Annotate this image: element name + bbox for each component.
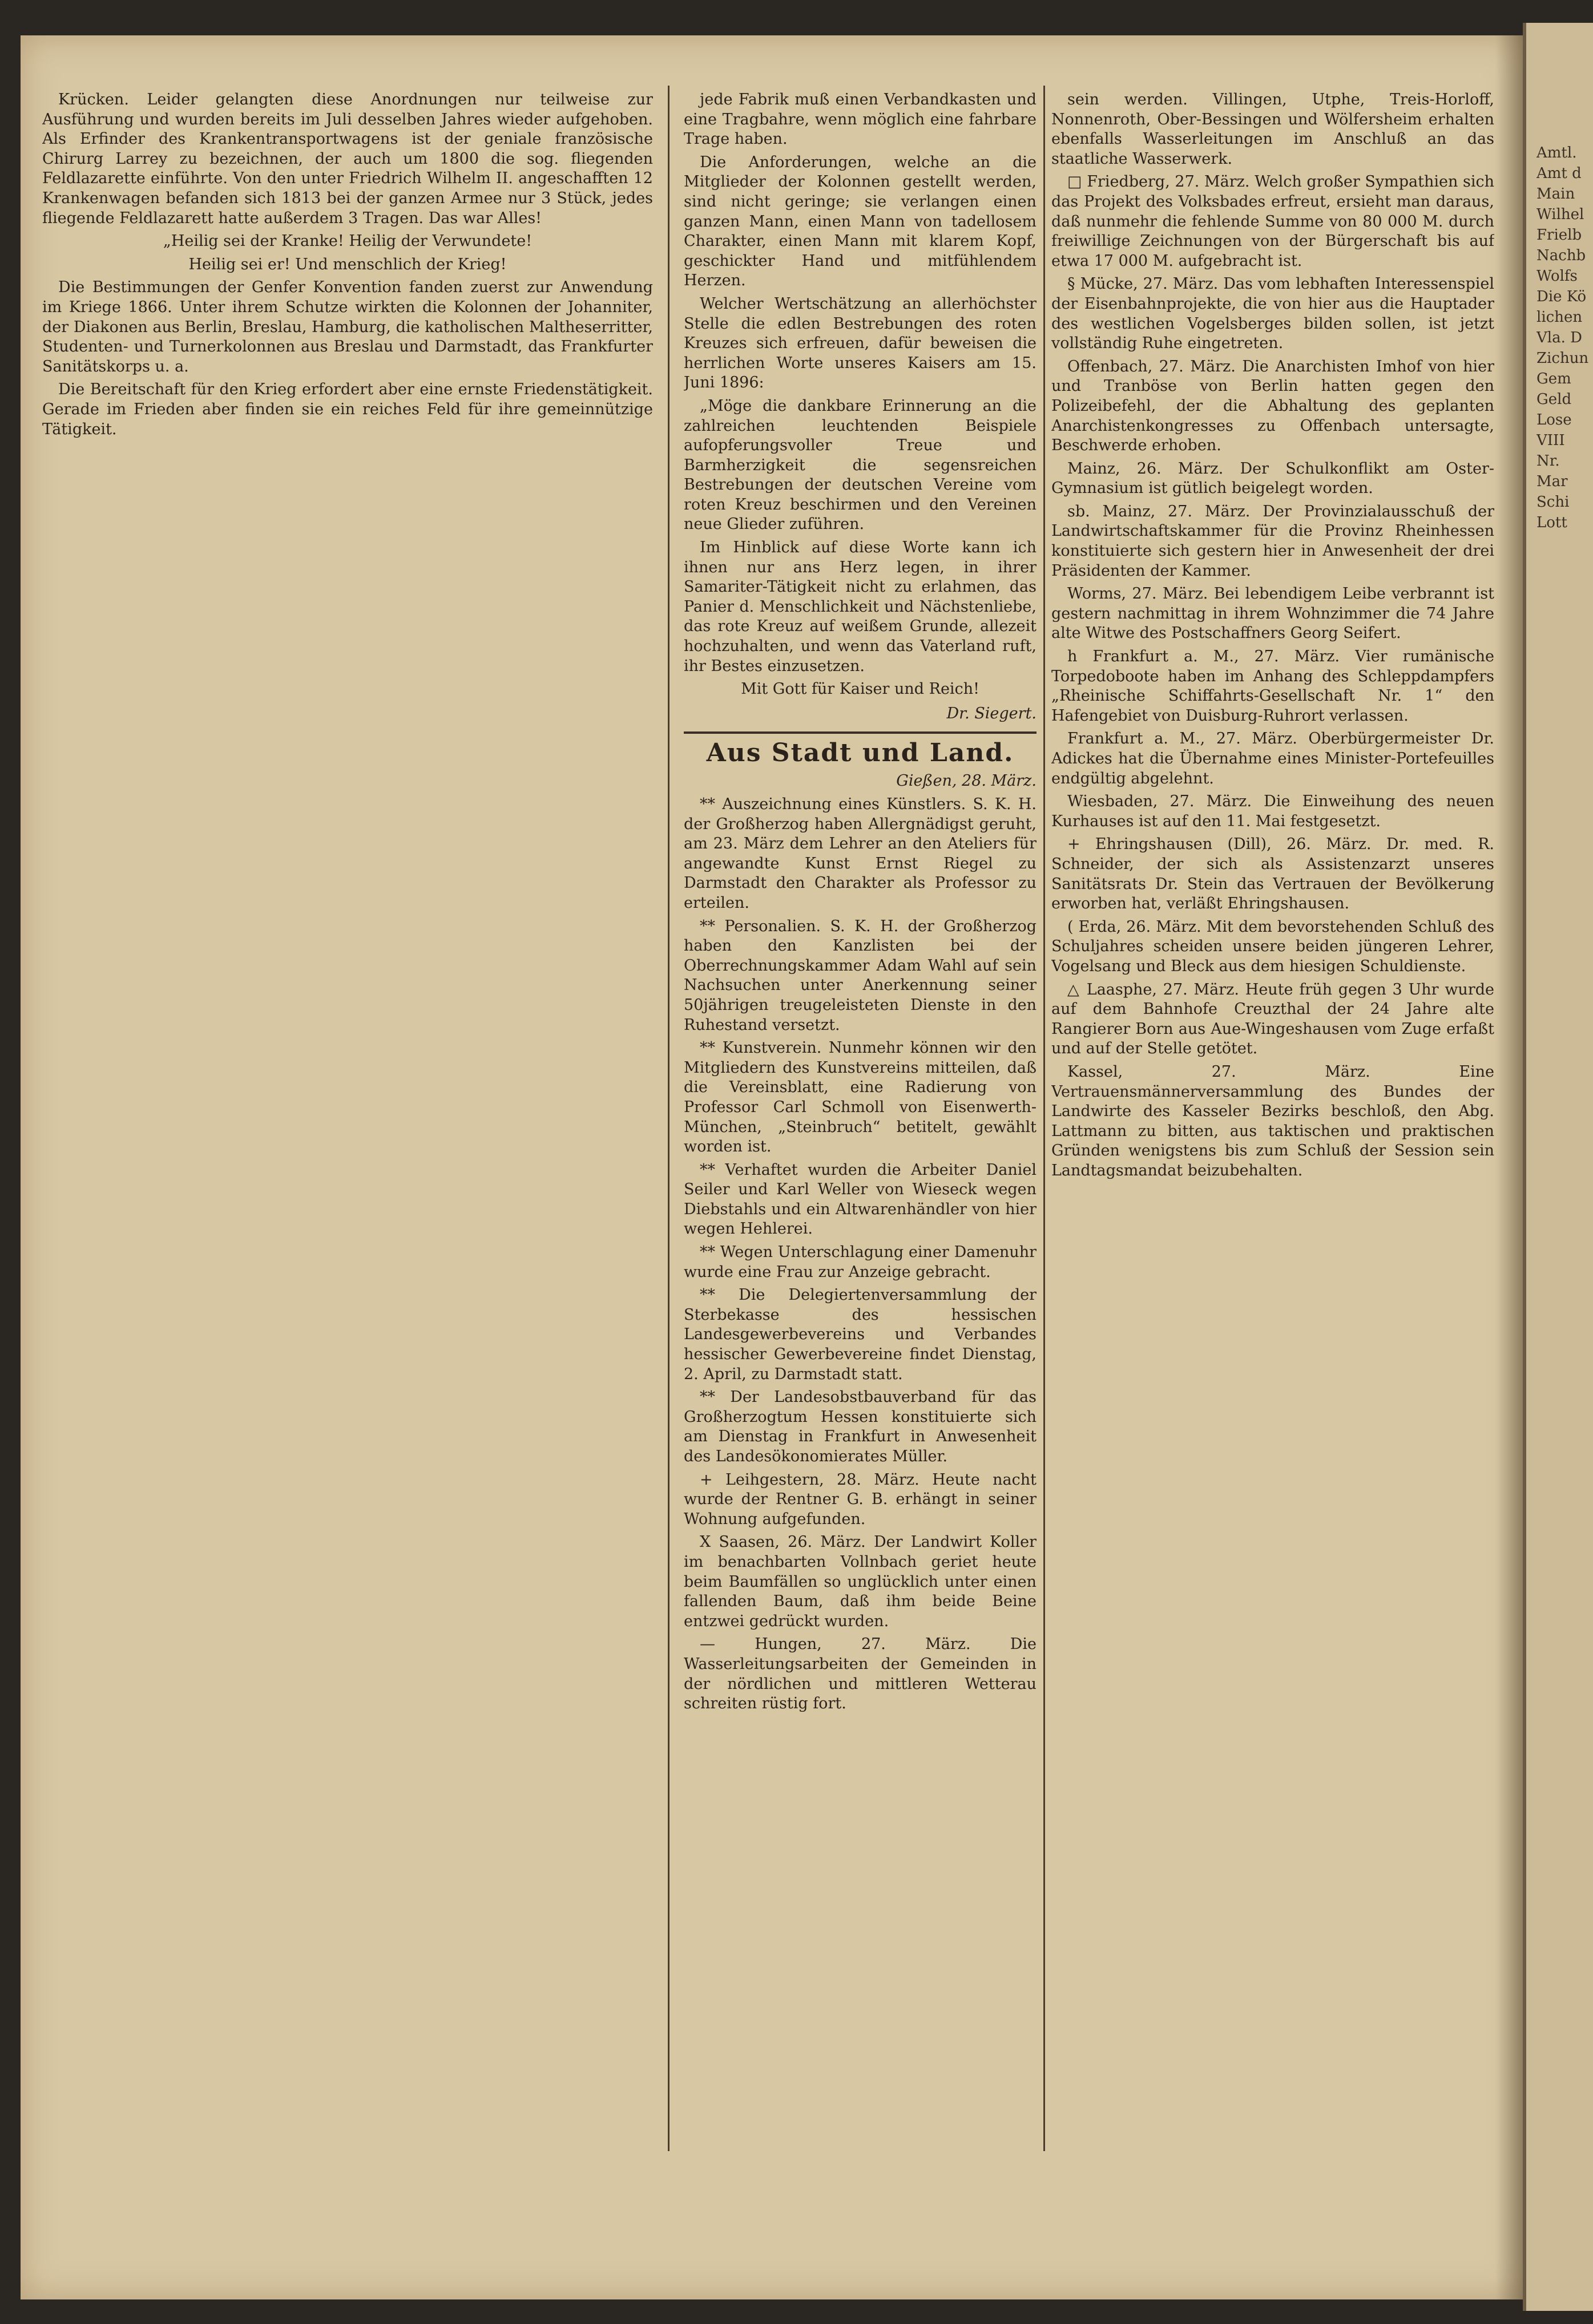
- news-item: ** Auszeichnung eines Künstlers. S. K. H. der Großherzog haben Allergnädigst geruht, am 23. März dem Lehrer an den Ateliers für angewandte Kunst Ernst Riegel zu Darmstadt den Charakter als Professor zu erteilen.: [684, 795, 1037, 912]
- news-item: + Ehringshausen (Dill), 26. März. Dr. med. R. Schneider, der sich als Assistenzarzt unseres Sanitätsrats Dr. Stein das Vertrauen der Bevölkerung erworben hat, verläßt Ehringshausen.: [1051, 835, 1494, 913]
- regional-news-list: [1051, 90, 1494, 1181]
- edge-text-line: Lose: [1536, 411, 1572, 429]
- adjacent-page-edge: [1523, 23, 1593, 2311]
- edge-text-line: Zichun: [1536, 350, 1589, 367]
- edge-text-line: Lott: [1536, 514, 1567, 531]
- edge-text-line: Main: [1536, 185, 1575, 203]
- edge-text-line: lichen: [1536, 309, 1583, 326]
- page-fold-shadow: [1495, 35, 1523, 2299]
- edge-text-line: Wolfs: [1536, 268, 1578, 285]
- news-item: Frankfurt a. M., 27. März. Oberbürgermeister Dr. Adickes hat die Übernahme eines Minister-Portefeuilles endgültig abgelehnt.: [1051, 730, 1494, 787]
- news-item: ( Erda, 26. März. Mit dem bevorstehenden Schluß des Schuljahres scheiden unsere beiden jüngeren Lehrer, Vogelsang und Bleck aus dem hiesigen Schuldienste.: [1051, 918, 1494, 975]
- section-title: Aus Stadt und Land.: [706, 738, 1014, 768]
- news-item: Wiesbaden, 27. März. Die Einweihung des neuen Kurhauses ist auf den 11. Mai festgesetzt.: [1051, 793, 1494, 830]
- news-item: ** Die Delegiertenversammlung der Sterbekasse des hessischen Landesgewerbevereins und Verbandes hessischer Gewerbevereine findet Dienstag, 2. April, zu Darmstadt statt.: [684, 1286, 1037, 1383]
- edge-text-line: Gem: [1536, 370, 1571, 387]
- news-item: X Saasen, 26. März. Der Landwirt Koller im benachbarten Vollnbach geriet heute beim Baumfällen so unglücklich unter einen fallenden Baum, daß ihm beide Beine entzwei gedrückt wurden.: [684, 1533, 1037, 1630]
- column-rule-2: [1043, 86, 1045, 2151]
- news-item: sein werden. Villingen, Utphe, Treis-Horloff, Nonnenroth, Ober-Bessingen und Wölfersheim erhalten ebenfalls Wasserleitungen im Anschluß an das staatliche Wasserwerk.: [1051, 91, 1494, 168]
- article-paragraph: Welcher Wertschätzung an allerhöchster Stelle die edlen Bestrebungen des roten Kreuzes sich erfreuen, dafür beweisen die herrlichen Worte unseres Kaisers am 15. Juni 1896:: [684, 294, 1037, 392]
- news-item: ** Verhaftet wurden die Arbeiter Daniel Seiler und Karl Weller von Wieseck wegen Diebstahls und ein Altwarenhändler von hier wegen Hehlerei.: [684, 1161, 1037, 1238]
- news-item: h Frankfurt a. M., 27. März. Vier rumänische Torpedoboote haben im Anhang des Schleppdampfers „Rheinische Schiffahrts-Gesellschaft Nr. 1“ den Hafengebiet von Duisburg-Ruhrort verlassen.: [1051, 648, 1494, 725]
- news-item: ** Wegen Unterschlagung einer Damenuhr wurde eine Frau zur Anzeige gebracht.: [684, 1243, 1037, 1281]
- article-paragraph: Die Bestimmungen der Genfer Konvention fanden zuerst zur Anwendung im Kriege 1866. Unter ihrem Schutze wirkten die Kolonnen der Johanniter, der Diakonen aus Berlin, Breslau, Hamburg, die katholischen Maltheserritter, Studenten- und Turnerkolonnen aus Breslau und Darmstadt, das Frankfurter Sanitätskorps u. a.: [42, 278, 653, 375]
- news-list: [684, 795, 1037, 1714]
- article-paragraph: Im Hinblick auf diese Worte kann ich ihnen nur ans Herz legen, in ihrer Samariter-Tätigkeit nicht zu erlahmen, das Panier d. Menschlichkeit und Nächstenliebe, das rote Kreuz auf weißem Grunde, allezeit hochzuhalten, und wenn das Vaterland ruft, ihr Bestes einzusetzen.: [684, 539, 1037, 675]
- closing-line: Mit Gott für Kaiser und Reich!: [741, 680, 979, 698]
- news-item: △ Laasphe, 27. März. Heute früh gegen 3 Uhr wurde auf dem Bahnhofe Creuzthal der 24 Jahre alte Rangierer Born aus Aue-Wingeshausen vom Zuge erfaßt und auf der Stelle getötet.: [1051, 980, 1494, 1058]
- news-item: + Leihgestern, 28. März. Heute nacht wurde der Rentner G. B. erhängt in seiner Wohnung aufgefunden.: [684, 1470, 1037, 1528]
- news-item: Kassel, 27. März. Eine Vertrauensmännerversammlung des Bundes der Landwirte des Kasseler Bezirks beschloß, den Abg. Lattmann zu bitten, aus taktischen und praktischen Gründen wenigstens bis zum Schluß der Session sein Landtagsmandat beizubehalten.: [1051, 1062, 1494, 1179]
- edge-text-line: Geld: [1536, 391, 1572, 408]
- article-paragraph: Die Anforderungen, welche an die Mitglieder der Kolonnen gestellt werden, sind nicht geringe; sie verlangen einen ganzen Mann, einen Mann von tadellosem Charakter, einen Mann mit klarem Kopf, geschickter Hand und mitfühlendem Herzen.: [684, 153, 1037, 290]
- column-rule-1: [668, 86, 670, 2151]
- edge-text-line: Nr.: [1536, 452, 1560, 470]
- news-item: § Mücke, 27. März. Das vom lebhaften Interessenspiel der Eisenbahnprojekte, die von hier aus die Hauptader des westlichen Vogelsberges bilden sollen, ist jetzt vollständig Ruhe eingetreten.: [1051, 275, 1494, 353]
- column-2: [684, 90, 1037, 2150]
- news-item: sb. Mainz, 27. März. Der Provinzialausschuß der Landwirtschaftskammer für die Provinz Rheinhessen konstituierte sich gestern hier in Anwesenheit der drei Präsidenten der Kammer.: [1051, 502, 1494, 580]
- section-divider: [684, 731, 1037, 734]
- adjacent-page-text: [1536, 143, 1591, 533]
- news-item: □ Friedberg, 27. März. Welch großer Sympathien sich das Projekt des Volksbades erfreut, ersieht man daraus, daß nunmehr die fehlende Summe von 80 000 M. durch freiwillige Zeichnungen von der Bürgerschaft bis auf etwa 17 000 M. aufgebracht ist.: [1051, 173, 1494, 270]
- author-signature: Dr. Siegert.: [946, 704, 1037, 722]
- edge-text-line: Die Kö: [1536, 288, 1587, 305]
- edge-text-line: Frielb: [1536, 227, 1582, 244]
- article-paragraph: Krücken. Leider gelangten diese Anordnungen nur teilweise zur Ausführung und wurden bereits im Juli desselben Jahres wieder aufgehoben. Als Erfinder des Krankentransportwagens ist der geniale französische Chirurg Larrey zu bezeichnen, der auch um 1800 die sog. fliegenden Feldlazarette einführte. Von den unter Friedrich Wilhelm II. angeschafften 12 Krankenwagen befanden sich 1813 bei der ganzen Armee nur 3 Stück, jedes fliegende Feldlazarett hatte außerdem 3 Tragen. Das war Alles!: [42, 91, 653, 227]
- news-item: Offenbach, 27. März. Die Anarchisten Imhof von hier und Tranböse von Berlin hatten gegen den Polizeibefehl, der die Abhaltung des geplanten Anarchistenkongresses zu Offenbach untersagte, Beschwerde erhoben.: [1051, 357, 1494, 455]
- news-item: Mainz, 26. März. Der Schulkonflikt am Oster-Gymnasium ist gütlich beigelegt worden.: [1051, 459, 1494, 498]
- edge-text-line: Nachb: [1536, 247, 1586, 264]
- column-3: [1051, 90, 1494, 2150]
- motto-line: Heilig sei er! Und menschlich der Krieg!: [188, 255, 507, 273]
- article-paragraph: Die Bereitschaft für den Krieg erfordert aber eine ernste Friedenstätigkeit. Gerade im Frieden aber finden sie ein reiches Feld für ihre gemeinnützige Tätigkeit.: [42, 381, 653, 438]
- news-item: Worms, 27. März. Bei lebendigem Leibe verbrannt ist gestern nachmittag in ihrem Wohnzimmer die 74 Jahre alte Witwe des Postschaffners Georg Seifert.: [1051, 585, 1494, 642]
- dateline: Gießen, 28. März.: [896, 772, 1037, 790]
- news-item: ** Der Landesobstbauverband für das Großherzogtum Hessen konstituierte sich am Dienstag in Frankfurt in Anwesenheit des Landesökonomierates Müller.: [684, 1388, 1037, 1465]
- edge-text-line: Vla. D: [1536, 329, 1582, 346]
- news-item: ** Personalien. S. K. H. der Großherzog haben den Kanzlisten bei der Oberrechnungskammer Adam Wahl auf sein Nachsuchen unter Anerkennung seiner 50jährigen treugeleisteten Dienste in den Ruhestand versetzt.: [684, 917, 1037, 1034]
- column-1: [42, 90, 653, 2150]
- edge-text-line: Schi: [1536, 494, 1570, 511]
- news-item: — Hungen, 27. März. Die Wasserleitungsarbeiten der Gemeinden in der nördlichen und mittleren Wetterau schreiten rüstig fort.: [684, 1635, 1037, 1713]
- article-paragraph: jede Fabrik muß einen Verbandkasten und eine Tragbahre, wenn möglich eine fahrbare Trage haben.: [684, 91, 1037, 148]
- motto-line: „Heilig sei der Kranke! Heilig der Verwundete!: [163, 232, 533, 250]
- article-quote: „Möge die dankbare Erinnerung an die zahlreichen leuchtenden Beispiele aufopferungsvoller Treue und Barmherzigkeit die segensreichen Bestrebungen der deutschen Vereine vom roten Kreuz beschirmen und den Vereinen neue Glieder zuführen.: [684, 397, 1037, 533]
- edge-text-line: Amtl.: [1536, 144, 1577, 161]
- edge-text-line: Wilhel: [1536, 206, 1584, 223]
- news-item: ** Kunstverein. Nunmehr können wir den Mitgliedern des Kunstvereins mitteilen, daß die Vereinsblatt, eine Radierung von Professor Carl Schmoll von Eisenwerth-München, „Steinbruch“ betitelt, gewählt worden ist.: [684, 1039, 1037, 1156]
- edge-text-line: Mar: [1536, 473, 1568, 490]
- edge-text-line: Amt d: [1536, 165, 1582, 182]
- edge-text-line: VIII: [1536, 432, 1565, 449]
